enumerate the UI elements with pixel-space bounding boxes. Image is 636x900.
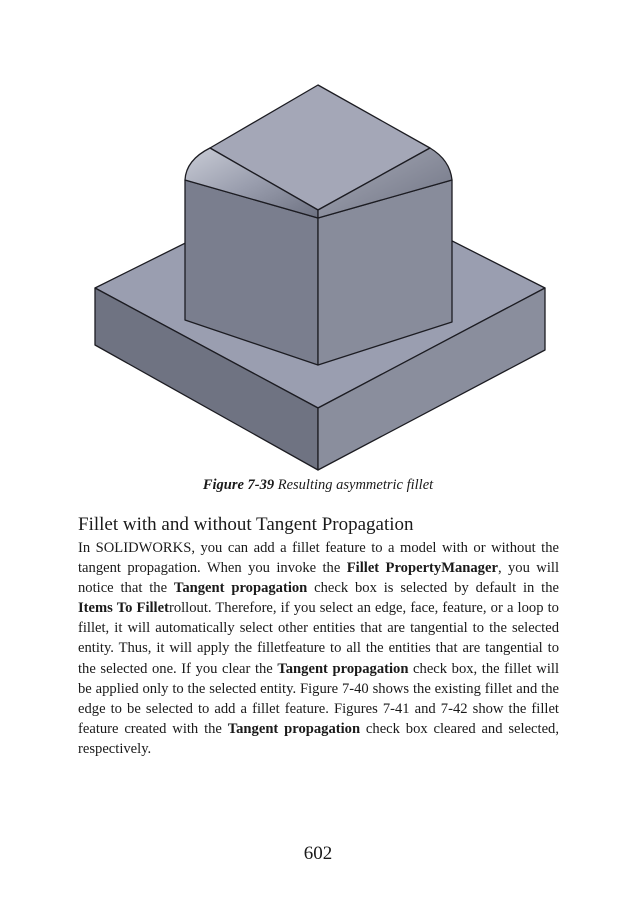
figure-label: Figure 7-39 [202, 477, 275, 493]
paragraph-text: In SOLIDWORKS, you can add a fillet feature to a model with or without the tangent propagation. When you invoke the [78, 540, 559, 577]
paragraph-text: check box is selected by default in the [307, 580, 560, 597]
figure-model-image [80, 70, 560, 475]
paragraph-text: check box cleared and selected, respectively. [78, 720, 560, 757]
figure-caption-text: Resulting asymmetric fillet [277, 477, 434, 493]
paragraph-text: , you will notice that the [78, 560, 559, 597]
body-paragraph [78, 538, 559, 759]
page-number: 602 [303, 843, 333, 864]
paragraph-text: rollout. Therefore, if you select an edge, face, feature, or a loop to fillet, it will automatically select other entities that are tangential to the selected entity. Thus, it will apply the filletfeature to all the entities that are tangential to the selected one. If you clear the [78, 600, 559, 677]
bold-term: Items To Fillet [78, 600, 169, 617]
bold-term: Tangent propagation [173, 580, 308, 597]
paragraph-text: check box, the fillet will be applied only to the selected entity. Figure 7-40 shows the existing fillet and the edge to be selected to add a fillet feature. Figures 7-41 and 7-42 show the fillet feature created with the [78, 660, 559, 737]
bold-term: Tangent propagation [227, 720, 361, 737]
section-heading: Fillet with and without Tangent Propagation [78, 514, 414, 535]
bold-term: Tangent propagation [277, 660, 409, 677]
figure-caption [0, 477, 636, 494]
bold-term: Fillet PropertyManager [346, 560, 498, 577]
